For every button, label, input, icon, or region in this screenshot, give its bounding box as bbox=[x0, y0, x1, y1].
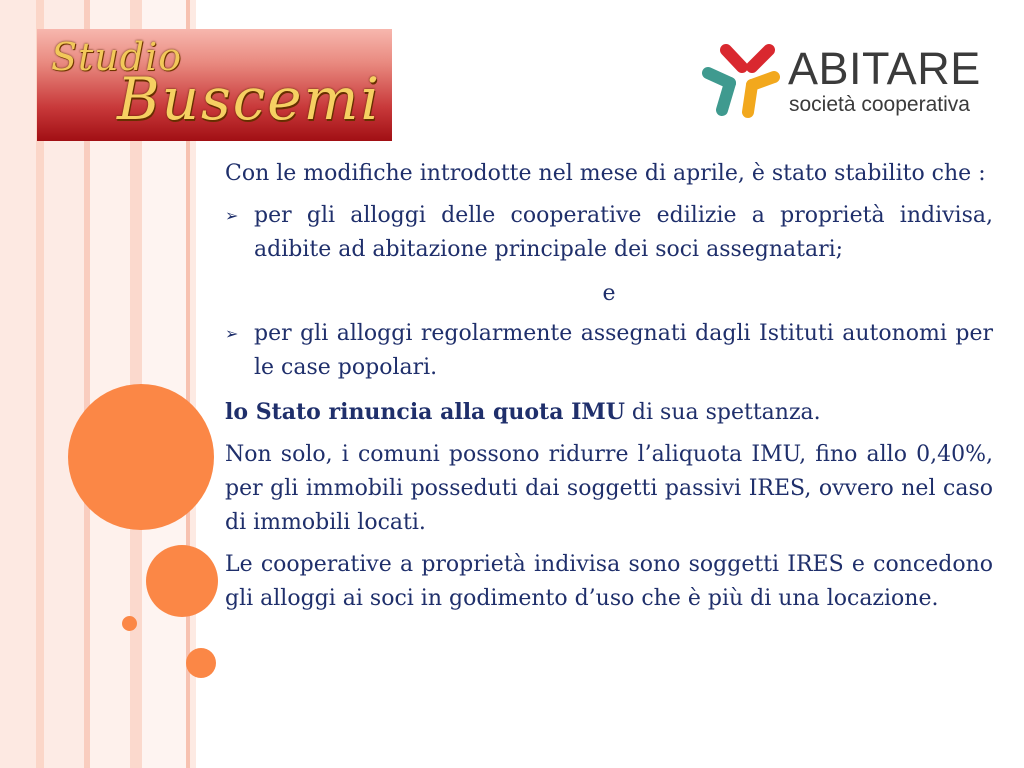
intro-text: Con le modifiche introdotte nel mese di aprile, è stato stabilito che : bbox=[225, 161, 986, 186]
decorative-circle-medium bbox=[146, 545, 218, 617]
paragraph-ires: Non solo, i comuni possono ridurre l’aliquota IMU, fino allo 0,40%, per gli immobili posseduti dai soggetti passivi IRES, ovvero nel caso di immobili locati. bbox=[225, 442, 993, 535]
logo-studio-text: Studio bbox=[51, 35, 183, 79]
arrow-bullet-icon: ➢ bbox=[225, 324, 239, 343]
decorative-circle-large bbox=[68, 384, 214, 530]
statement bbox=[225, 395, 993, 430]
abitare-logo bbox=[696, 40, 986, 122]
logo-buscemi-text: Buscemi bbox=[117, 65, 382, 133]
bullet-item bbox=[225, 317, 993, 385]
abitare-brand-text: ABITARE bbox=[788, 43, 981, 94]
studio-buscemi-logo bbox=[37, 29, 392, 141]
decorative-circle-tiny bbox=[122, 616, 137, 631]
slide-body bbox=[225, 157, 993, 624]
arrow-bullet-icon: ➢ bbox=[225, 206, 239, 225]
abitare-tagline: società cooperativa bbox=[789, 93, 970, 116]
bullet-item bbox=[225, 199, 993, 267]
paragraph-cooperative: Le cooperative a proprietà indivisa sono soggetti IRES e concedono gli alloggi ai soci in godimento d’uso che è più di una locazione. bbox=[225, 552, 993, 611]
abitare-mark-icon bbox=[696, 40, 780, 122]
decorative-circle-small bbox=[186, 648, 216, 678]
statement-bold: lo Stato rinuncia alla quota IMU bbox=[225, 399, 625, 425]
connector-text: e bbox=[602, 281, 616, 306]
statement-rest: di sua spettanza. bbox=[624, 400, 821, 425]
bullet-text: per gli alloggi delle cooperative edilizie a proprietà indivisa, adibite ad abitazione principale dei soci assegnatari; bbox=[254, 203, 993, 262]
stripe bbox=[0, 0, 36, 768]
bullet-text: per gli alloggi regolarmente assegnati dagli Istituti autonomi per le case popolari. bbox=[254, 321, 993, 380]
